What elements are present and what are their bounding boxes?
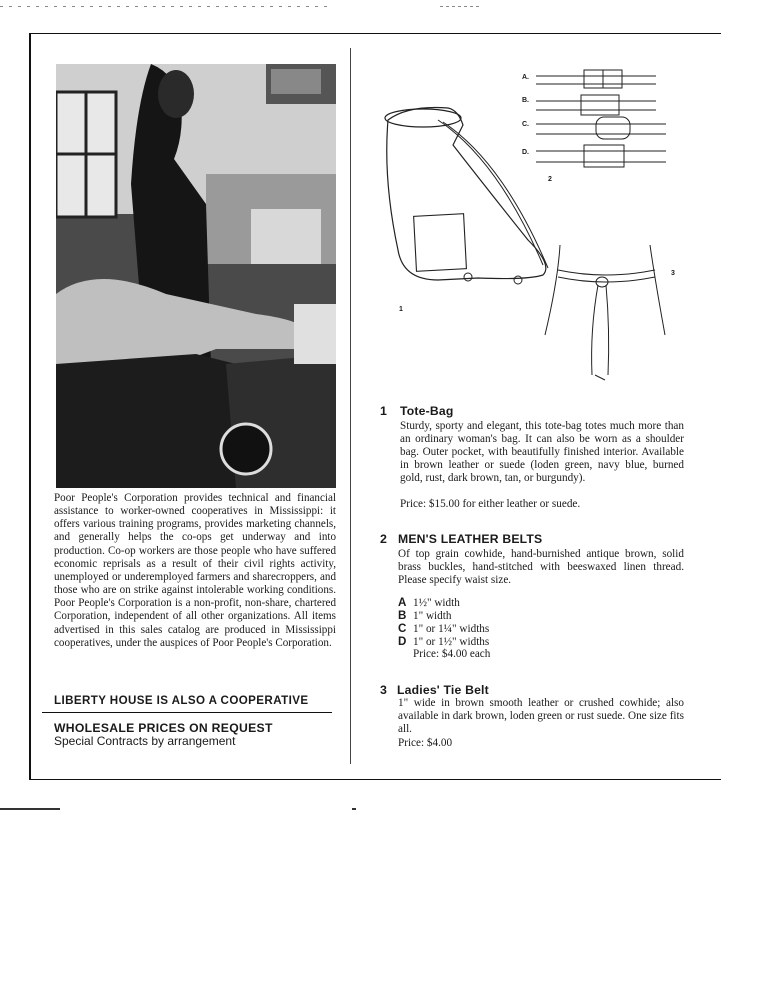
belt-label-a: A. xyxy=(522,74,529,81)
special-contracts-text: Special Contracts by arrangement xyxy=(54,734,236,748)
item-1-title: Tote-Bag xyxy=(400,404,454,418)
belt-label-d: D. xyxy=(522,149,529,156)
item-2-number: 2 xyxy=(380,532,387,546)
belt-option-a: A 1½" width xyxy=(398,596,460,609)
scan-dash-top-right xyxy=(440,6,480,7)
corporation-description: Poor People's Corporation provides technical and financial assistance to worker-owned cooperatives in Mississippi: it offers various training programs, provides marketing channels, and generally helps the co-ops get underway and into production. Co-op workers are those people who have suffered economic reprisals as a result of their civil rights activity, unemployed or underemployed farmers and sharecroppers, and those who are on strike against intolerable working conditions. Poor People's Corporation is a non-profit, non-share, chartered Corporation, independent of all other organizations. All items advertised in this sales catalog are produced in Mississippi cooperatives, under the auspices of Poor People's Corporation. xyxy=(54,492,336,649)
item-2-title: MEN'S LEATHER BELTS xyxy=(398,532,543,546)
item-1-description: Sturdy, sporty and elegant, this tote-bag totes much more than an ordinary woman's bag. It can also be worn as a shoulder bag. Outer pocket, with beautifully finished interior. Available in brown leather or suede (loden green, navy blue, burned gold, rust, dark brown, tan, or burgundy). xyxy=(400,420,684,484)
belt-option-d: D 1" or 1½" widths xyxy=(398,635,490,648)
wholesale-heading: WHOLESALE PRICES ON REQUEST xyxy=(54,721,273,735)
figure-2-label: 2 xyxy=(548,176,552,183)
scan-mark-bottom xyxy=(0,808,60,810)
workers-photo-image xyxy=(56,64,336,488)
tie-belt-illustration xyxy=(540,240,690,390)
item-3-description: 1" wide in brown smooth leather or crushed cowhide; also available in dark brown, loden green or rust suede. One size fits all. xyxy=(398,697,684,735)
item-1-price: Price: $15.00 for either leather or suede. xyxy=(400,498,581,510)
item-1-number: 1 xyxy=(380,404,387,418)
item-3-title: Ladies' Tie Belt xyxy=(397,683,489,697)
left-rule xyxy=(42,712,332,713)
item-2-description: Of top grain cowhide, hand-burnished antique brown, solid brass buckles, hand-stitched with beeswaxed linen thread. Please specify waist size. xyxy=(398,548,684,586)
belt-option-b: B 1" width xyxy=(398,609,452,622)
figure-3-label: 3 xyxy=(671,270,675,277)
liberty-house-note: LIBERTY HOUSE IS ALSO A COOPERATIVE xyxy=(54,694,309,707)
column-divider xyxy=(350,48,351,764)
belt-label-b: B. xyxy=(522,97,529,104)
item-3-number: 3 xyxy=(380,683,387,697)
scan-mark-bottom-2 xyxy=(352,808,356,810)
belt-option-c: C 1" or 1¼" widths xyxy=(398,622,490,635)
belt-label-c: C. xyxy=(522,121,529,128)
item-3-price: Price: $4.00 xyxy=(398,737,453,749)
item-2-price: Price: $4.00 each xyxy=(413,648,491,660)
belts-illustration xyxy=(536,62,686,177)
figure-1-label: 1 xyxy=(399,306,403,313)
scan-dash-top xyxy=(0,6,330,7)
workers-photo xyxy=(56,64,336,488)
